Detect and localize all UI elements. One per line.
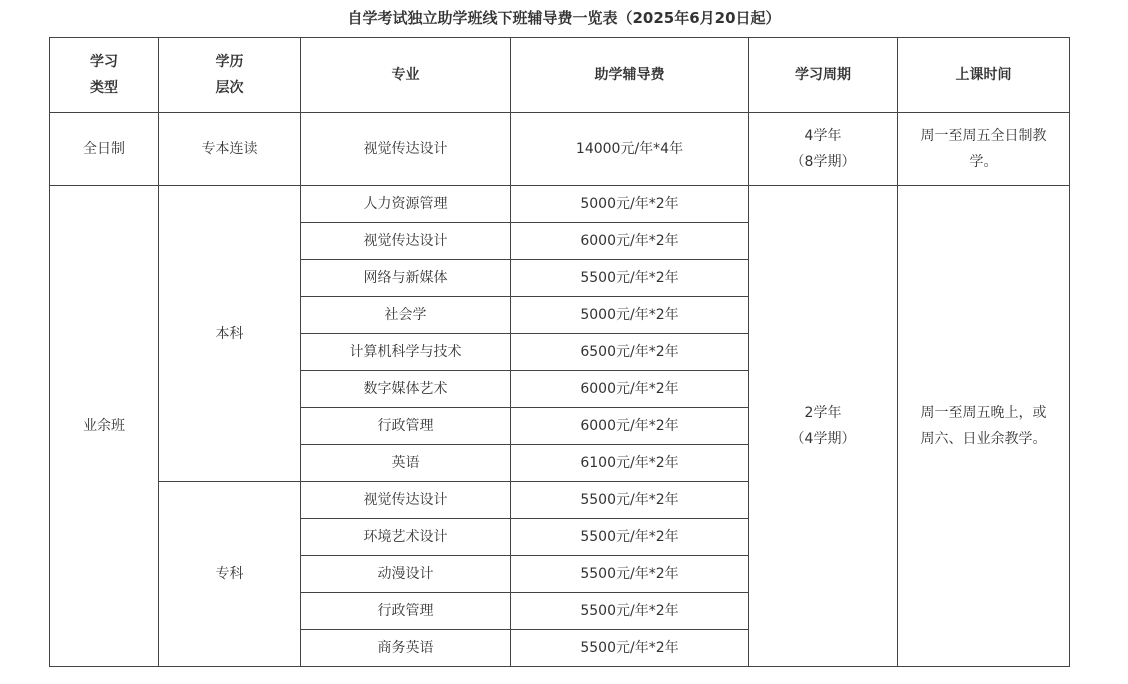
header-major: 专业 [301,38,511,113]
cell-major: 行政管理 [301,408,511,445]
period-line1: 4学年 [804,128,842,144]
cell-major: 视觉传达设计 [301,482,511,519]
table-row-full-time [50,113,1070,186]
cell-fee: 5500元/年*2年 [511,519,749,556]
header-study-period: 学习周期 [749,38,898,113]
cell-class-time [898,113,1070,186]
cell-fee: 6000元/年*2年 [511,223,749,260]
header-education-level [159,38,301,113]
header-study-type-line2: 类型 [90,80,118,96]
document-title: 自学考试独立助学班线下班辅导费一览表（2025年6月20日起） [347,9,781,27]
cell-level-undergrad: 本科 [159,186,301,482]
cell-study-type-part-time: 业余班 [50,186,159,667]
cell-major: 环境艺术设计 [301,519,511,556]
cell-education-level: 专本连读 [159,113,301,186]
cell-class-time-part-time [898,186,1070,667]
cell-major: 动漫设计 [301,556,511,593]
header-class-time: 上课时间 [898,38,1070,113]
cell-major: 网络与新媒体 [301,260,511,297]
time-line2: 学。 [969,154,998,170]
cell-fee: 6500元/年*2年 [511,334,749,371]
cell-major: 商务英语 [301,630,511,667]
cell-study-period-part-time [749,186,898,667]
cell-study-type: 全日制 [50,113,159,186]
cell-major: 社会学 [301,297,511,334]
table-header-row [50,38,1070,113]
cell-major: 视觉传达设计 [301,223,511,260]
period-line2: （4学期） [790,431,856,447]
cell-fee: 6000元/年*2年 [511,371,749,408]
cell-fee: 5500元/年*2年 [511,556,749,593]
cell-fee: 14000元/年*4年 [511,113,749,186]
header-study-type-line1: 学习 [90,54,118,70]
cell-fee: 5000元/年*2年 [511,186,749,223]
cell-fee: 5500元/年*2年 [511,260,749,297]
cell-fee: 5500元/年*2年 [511,593,749,630]
time-line2: 周六、日业余教学。 [920,431,1047,447]
cell-major: 人力资源管理 [301,186,511,223]
cell-major: 数字媒体艺术 [301,371,511,408]
cell-major: 计算机科学与技术 [301,334,511,371]
cell-study-period [749,113,898,186]
cell-level-college: 专科 [159,482,301,667]
cell-fee: 6000元/年*2年 [511,408,749,445]
cell-fee: 5500元/年*2年 [511,630,749,667]
time-line1: 周一至周五晚上，或 [920,405,1047,421]
header-study-type [50,38,159,113]
period-line2: （8学期） [790,154,856,170]
header-education-level-line2: 层次 [215,80,244,96]
cell-major: 视觉传达设计 [301,113,511,186]
header-education-level-line1: 学历 [215,54,244,70]
time-line1: 周一至周五全日制教 [920,128,1047,144]
cell-major: 行政管理 [301,593,511,630]
cell-fee: 5000元/年*2年 [511,297,749,334]
cell-major: 英语 [301,445,511,482]
fee-table [49,37,1070,667]
cell-fee: 5500元/年*2年 [511,482,749,519]
cell-fee: 6100元/年*2年 [511,445,749,482]
period-line1: 2学年 [804,405,842,421]
header-fee: 助学辅导费 [511,38,749,113]
table-row [50,186,1070,223]
